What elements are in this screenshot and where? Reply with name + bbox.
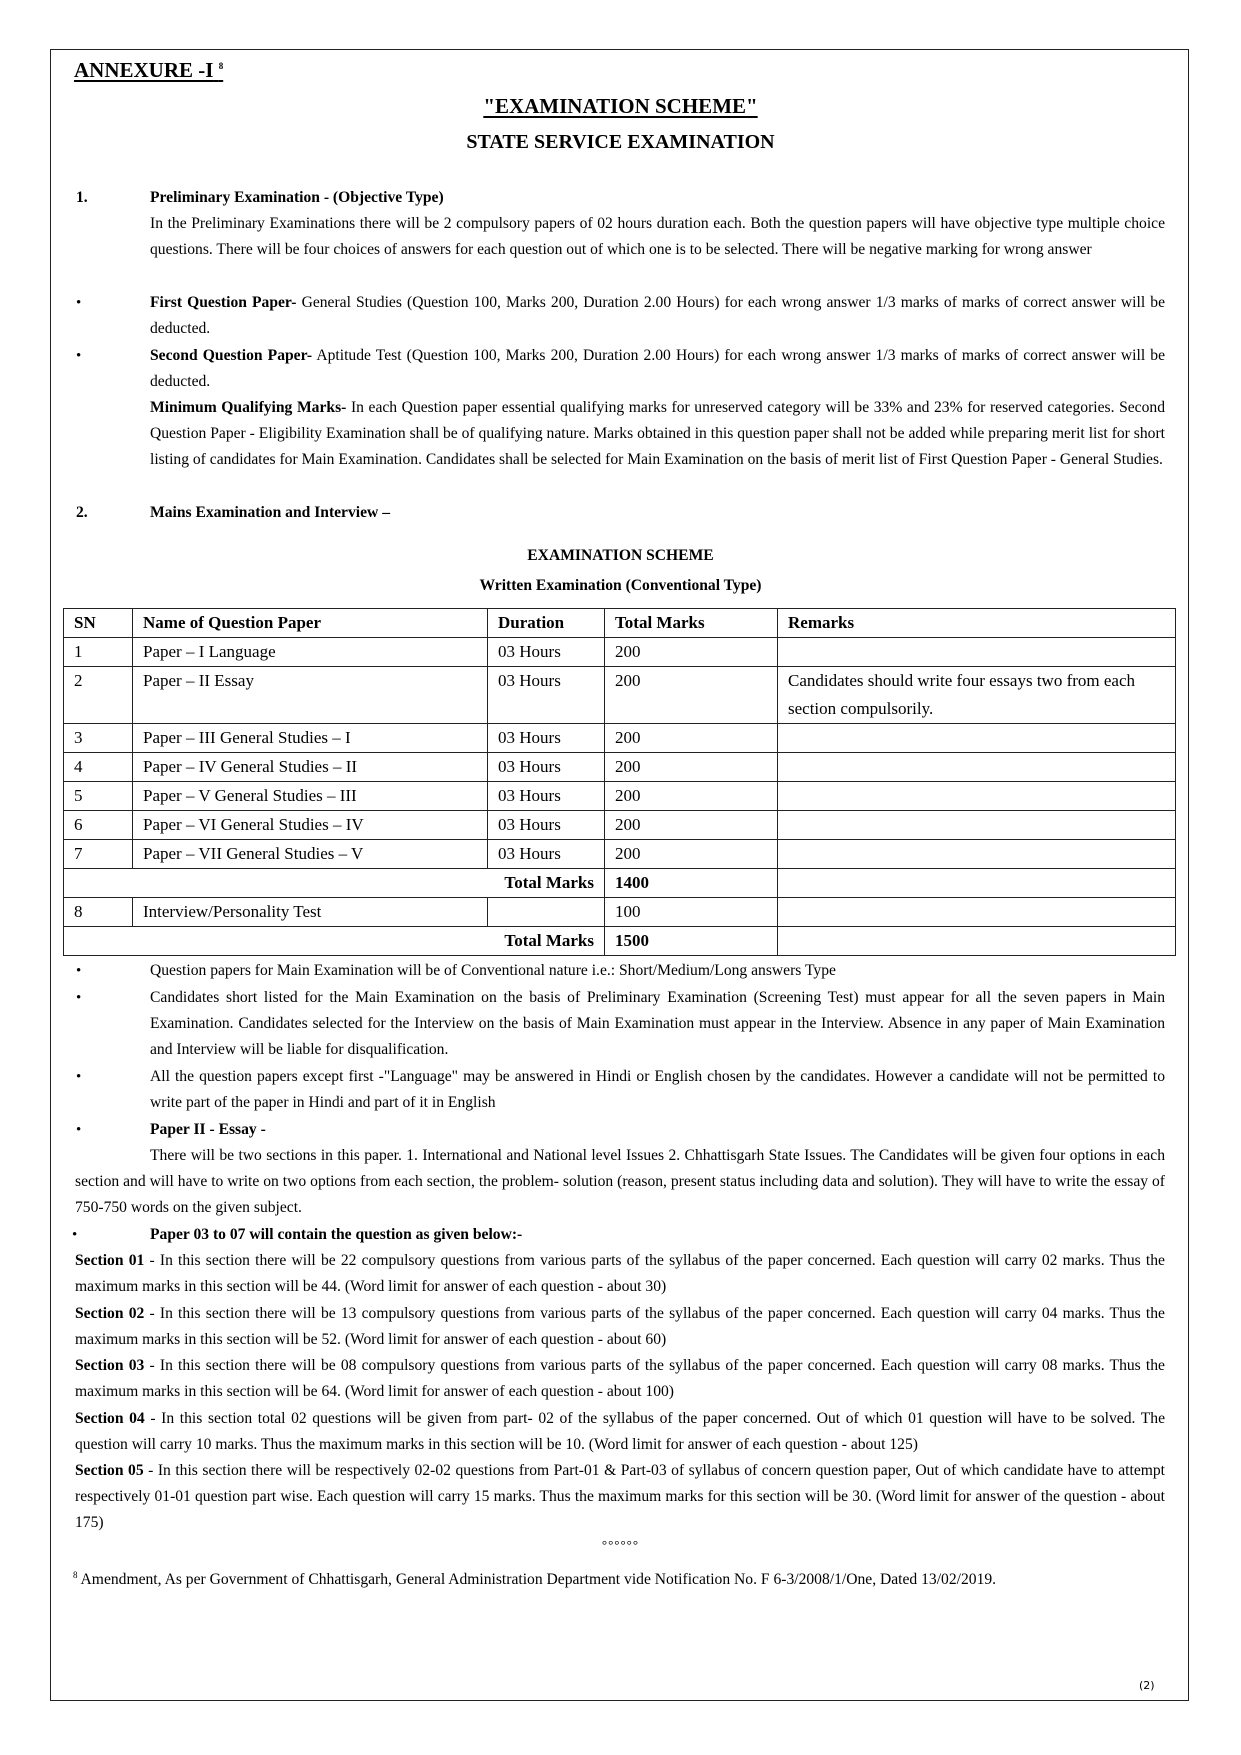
bullet-paragraph-2: Candidates short listed for the Main Examination on the basis of Preliminary Examination (Screening Test) must appear for all the seven papers in Main Examination. Candidates selected for the Interview on the basis of Main Examination must appear in the Interview. Absence in any paper of Main Examination and Interview will be liable for disqualification. xyxy=(150,989,1165,1059)
table-row xyxy=(64,898,1176,927)
cell-remarks: Candidates should write four essays two from each section compulsorily. xyxy=(778,667,1176,724)
cell-remarks xyxy=(778,782,1176,811)
cell-duration: 03 Hours xyxy=(488,753,605,782)
min-qualifying-paragraph: Minimum Qualifying Marks- In each Question paper essential qualifying marks for unreserved category will be 33% and 23% for reserved categories. Second Question Paper - Eligibility Examination shall be of qualifying nature. Marks obtained in this question paper shall not be added while preparing merit list for short listing of candidates for Main Examination. Candidates shall be selected for Main Examination on the basis of merit list of First Question Paper - General Studies. xyxy=(150,399,1165,469)
cell-duration: 03 Hours xyxy=(488,840,605,869)
essay-body: There will be two sections in this paper. 1. International and National level Issues 2. Chhattisgarh State Issues. The Candidates will be given four options in each section and will have to write on two options from each section, the problem- solution (reason, present status including data and solution). They will have to write the essay of 750-750 words on the given subject. xyxy=(75,1147,1165,1217)
total-label: Total Marks xyxy=(64,869,605,898)
cell-sn: 7 xyxy=(64,840,133,869)
header-sn: SN xyxy=(64,609,133,638)
cell-remarks xyxy=(778,753,1176,782)
cell-remarks xyxy=(778,927,1176,956)
bullet-icon: • xyxy=(76,1122,82,1138)
cell-duration: 03 Hours xyxy=(488,811,605,840)
second-paper-paragraph: Second Question Paper- Aptitude Test (Question 100, Marks 200, Duration 2.00 Hours) for each wrong answer 1/3 marks of marks of correct answer will be deducted. xyxy=(150,347,1165,391)
cell-name: Paper – I Language xyxy=(133,638,488,667)
scheme-subtitle: Written Examination (Conventional Type) xyxy=(479,577,762,594)
grand-total-value: 1500 xyxy=(605,927,778,956)
header-marks: Total Marks xyxy=(605,609,778,638)
cell-name: Paper – VI General Studies – IV xyxy=(133,811,488,840)
cell-name: Interview/Personality Test xyxy=(133,898,488,927)
page-title: "EXAMINATION SCHEME" xyxy=(483,94,758,118)
cell-sn: 8 xyxy=(64,898,133,927)
bullet-icon: • xyxy=(76,990,82,1006)
end-mark: °°°°°° xyxy=(601,1537,640,1552)
bullet-icon: • xyxy=(76,348,82,364)
bullet-icon: • xyxy=(76,1069,82,1085)
cell-duration: 03 Hours xyxy=(488,667,605,724)
section-02-paragraph: Section 02 - In this section there will be 13 compulsory questions from various parts of the syllabus of the paper concerned. Each question will carry 04 marks. Thus the maximum marks in this section will be 52. (Word limit for answer of each question - about 60) xyxy=(75,1305,1165,1349)
first-paper-paragraph: First Question Paper- General Studies (Question 100, Marks 200, Duration 2.00 Hours) for each wrong answer 1/3 marks of marks of correct answer will be deducted. xyxy=(150,294,1165,338)
cell-sn: 2 xyxy=(64,667,133,724)
cell-sn: 3 xyxy=(64,724,133,753)
cell-remarks xyxy=(778,811,1176,840)
total-value: 1400 xyxy=(605,869,778,898)
section-1-heading: Preliminary Examination - (Objective Type) xyxy=(150,189,444,206)
bullet-paragraph-3: All the question papers except first -"Language" may be answered in Hindi or English chosen by the candidates. However a candidate will not be permitted to write part of the paper in Hindi and part of it in English xyxy=(150,1068,1165,1112)
bullet-paragraph-1: Question papers for Main Examination will be of Conventional nature i.e.: Short/Medium/Long answers Type xyxy=(150,962,836,979)
section-1-number: 1. xyxy=(76,189,88,206)
scheme-table xyxy=(63,608,1176,956)
cell-marks: 100 xyxy=(605,898,778,927)
table-row xyxy=(64,840,1176,869)
cell-marks: 200 xyxy=(605,840,778,869)
cell-marks: 200 xyxy=(605,724,778,753)
section-1-body: In the Preliminary Examinations there will be 2 compulsory papers of 02 hours duration each. Both the question papers will have objective type multiple choice questions. There will be four choices of answers for each question out of which one is to be selected. There will be negative marking for wrong answer xyxy=(150,215,1165,259)
cell-name: Paper – VII General Studies – V xyxy=(133,840,488,869)
section-2-number: 2. xyxy=(76,504,88,521)
cell-duration: 03 Hours xyxy=(488,724,605,753)
scheme-title: EXAMINATION SCHEME xyxy=(527,547,714,564)
section-03-paragraph: Section 03 - In this section there will be 08 compulsory questions from various parts of the syllabus of the paper concerned. Each question will carry 08 marks. Thus the maximum marks in this section will be 64. (Word limit for answer of each question - about 100) xyxy=(75,1357,1165,1401)
section-05-paragraph: Section 05 - In this section there will be respectively 02-02 questions from Part-01 & Part-03 of syllabus of concern question paper, Out of which candidate have to attempt respectively 01-01 question part wise. Each question will carry 15 marks. Thus the maximum marks for this section will be 30. (Word limit for answer of the question - about 175) xyxy=(75,1462,1165,1532)
cell-sn: 5 xyxy=(64,782,133,811)
header-duration: Duration xyxy=(488,609,605,638)
cell-marks: 200 xyxy=(605,753,778,782)
total-row xyxy=(64,869,1176,898)
cell-remarks xyxy=(778,898,1176,927)
table-row xyxy=(64,782,1176,811)
table-row xyxy=(64,638,1176,667)
bullet-icon: • xyxy=(76,295,82,311)
cell-name: Paper – IV General Studies – II xyxy=(133,753,488,782)
cell-remarks xyxy=(778,840,1176,869)
essay-heading: Paper II - Essay - xyxy=(150,1121,266,1138)
total-row xyxy=(64,927,1176,956)
page-subtitle: STATE SERVICE EXAMINATION xyxy=(466,131,775,153)
page-number: (2) xyxy=(1139,1679,1155,1692)
cell-name: Paper – V General Studies – III xyxy=(133,782,488,811)
cell-marks: 200 xyxy=(605,667,778,724)
footnote: $^8$ Amendment, As per Government of Chhattisgarh, General Administration Department vide Notification No. F 6-3/2008/1/One, Dated 13/02/2019. xyxy=(73,1569,997,1588)
table-header-row xyxy=(64,609,1176,638)
cell-marks: 200 xyxy=(605,782,778,811)
table-row xyxy=(64,811,1176,840)
header-remarks: Remarks xyxy=(778,609,1176,638)
cell-name: Paper – II Essay xyxy=(133,667,488,724)
table-row xyxy=(64,724,1176,753)
cell-duration: 03 Hours xyxy=(488,782,605,811)
section-01-paragraph: Section 01 - In this section there will be 22 compulsory questions from various parts of the syllabus of the paper concerned. Each question will carry 02 marks. Thus the maximum marks in this section will be 44. (Word limit for answer of each question - about 30) xyxy=(75,1252,1165,1296)
cell-name: Paper – III General Studies – I xyxy=(133,724,488,753)
bullet-icon: • xyxy=(76,963,82,979)
cell-duration: 03 Hours xyxy=(488,638,605,667)
cell-duration xyxy=(488,898,605,927)
section-04-paragraph: Section 04 - In this section total 02 questions will be given from part- 02 of the syllabus of the paper concerned. Out of which 01 question will have to be solved. The question will carry 10 marks. Thus the maximum marks in this section will be 10. (Word limit for answer of each question - about 125) xyxy=(75,1410,1165,1454)
cell-marks: 200 xyxy=(605,811,778,840)
header-name: Name of Question Paper xyxy=(133,609,488,638)
cell-remarks xyxy=(778,869,1176,898)
cell-remarks xyxy=(778,724,1176,753)
grand-total-label: Total Marks xyxy=(64,927,605,956)
papers-3-7-heading: Paper 03 to 07 will contain the question as given below:- xyxy=(150,1226,523,1243)
section-2-heading: Mains Examination and Interview – xyxy=(150,504,390,521)
annexure-label: ANNEXURE -I $^8$ xyxy=(74,58,224,82)
table-row xyxy=(64,753,1176,782)
cell-marks: 200 xyxy=(605,638,778,667)
cell-sn: 1 xyxy=(64,638,133,667)
cell-remarks xyxy=(778,638,1176,667)
cell-sn: 4 xyxy=(64,753,133,782)
table-row xyxy=(64,667,1176,724)
bullet-icon: • xyxy=(72,1227,78,1243)
cell-sn: 6 xyxy=(64,811,133,840)
